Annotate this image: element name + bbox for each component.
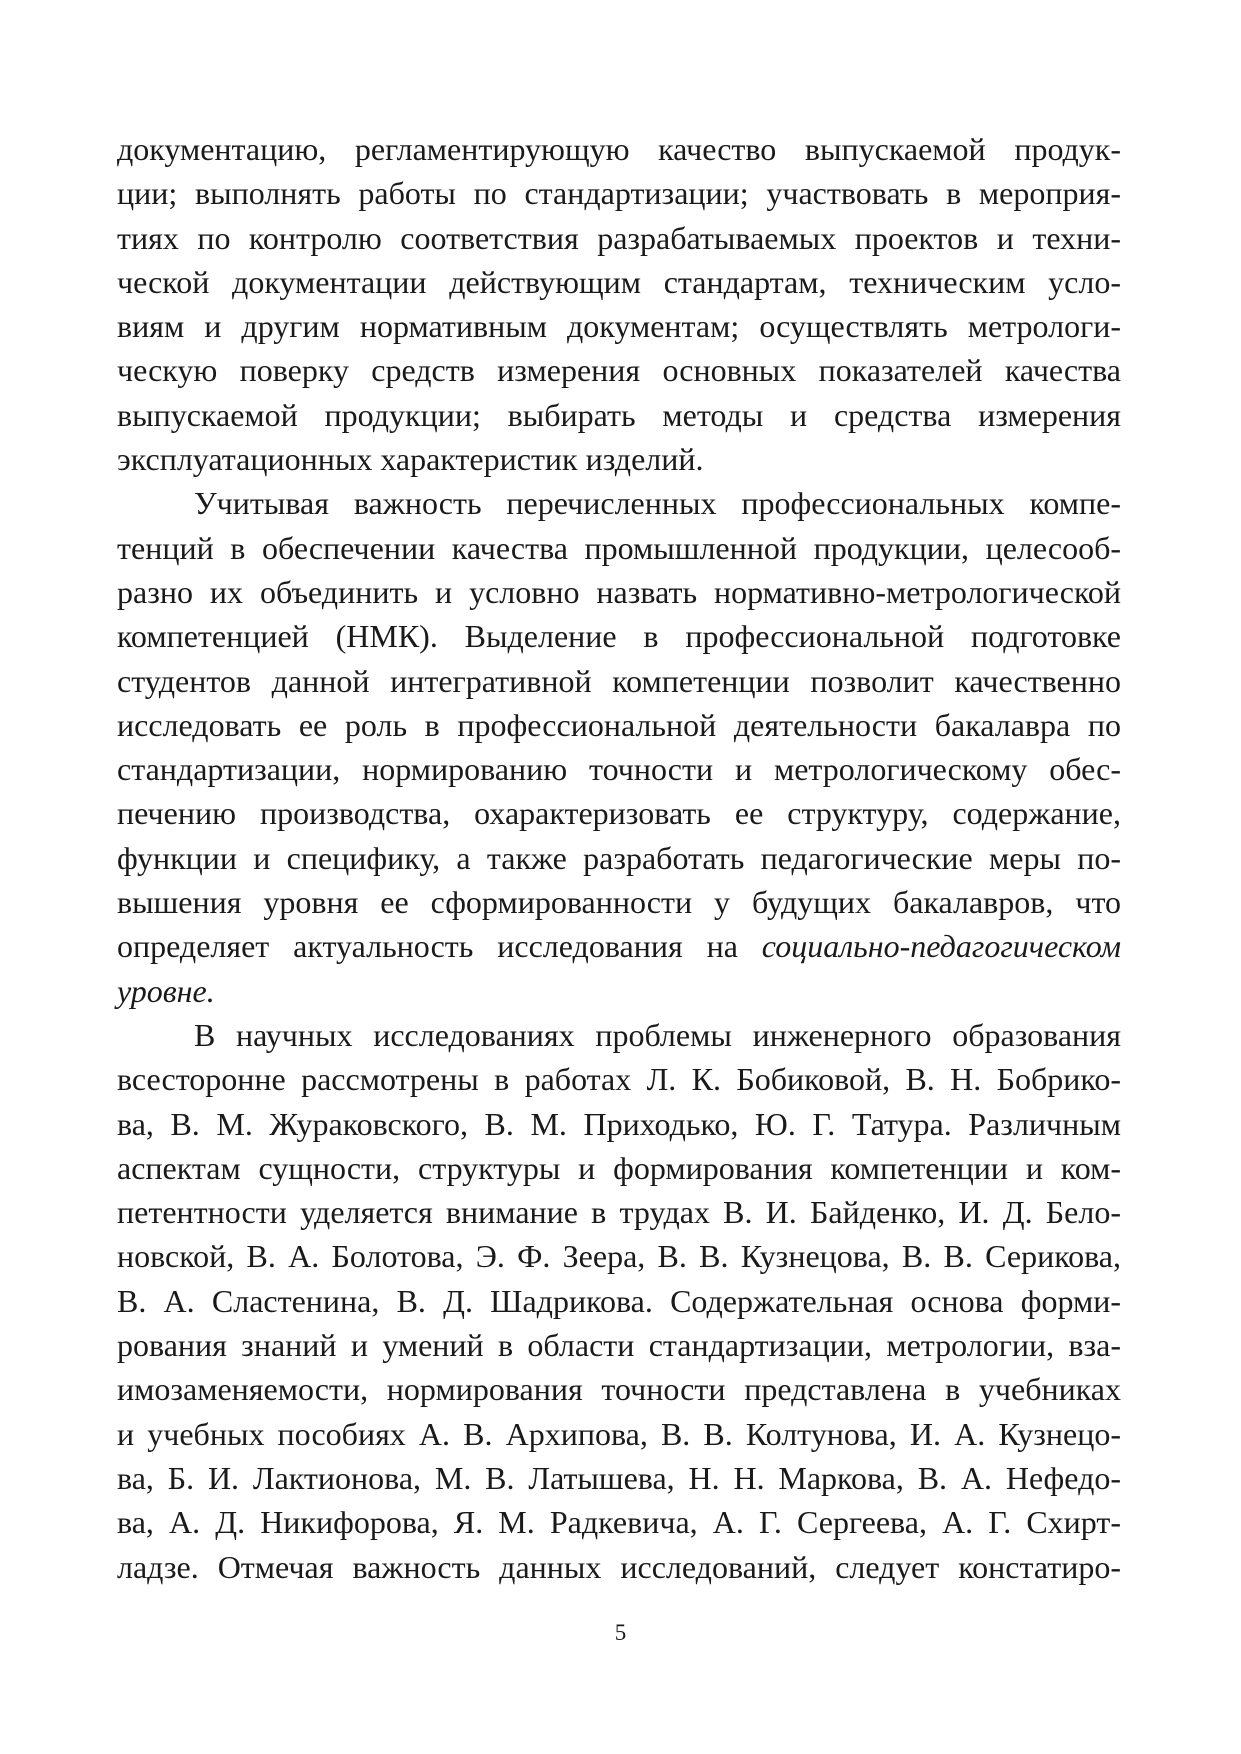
paragraph-3 bbox=[117, 1013, 1121, 1589]
text-line: ческую поверку средств измерения основных показателей качества bbox=[117, 352, 1121, 389]
page-number: 5 bbox=[614, 1620, 627, 1645]
text-line: ва, А. Д. Никифорова, Я. М. Радкевича, А. Г. Сергеева, А. Г. Схирт- bbox=[117, 1504, 1121, 1541]
emphasis-text: социально-педагогическом bbox=[761, 928, 1121, 965]
text-line: тенций в обеспечении качества промышленной продукции, целесооб- bbox=[117, 529, 1121, 566]
text-line: документацию, регламентирующую качество выпускаемой продук- bbox=[117, 131, 1121, 167]
text-line bbox=[117, 924, 1121, 968]
text-line: тиях по контролю соответствия разрабатываемых проектов и техни- bbox=[117, 219, 1121, 256]
paragraph-2 bbox=[117, 481, 1121, 1013]
text-line: В научных исследованиях проблемы инженерного образования bbox=[194, 1016, 1121, 1053]
text-line: компетенцией (НМК). Выделение в профессиональной подготовке bbox=[117, 618, 1121, 655]
text-line: Учитывая важность перечисленных профессиональных компе- bbox=[194, 485, 1121, 522]
text-line: выпускаемой продукции; выбирать методы и средства измерения bbox=[117, 396, 1121, 433]
text-line: ладзе. Отмечая важность данных исследований, следует констатиро- bbox=[117, 1548, 1121, 1585]
text-line: имозаменяемости, нормирования точности представлена в учебниках bbox=[117, 1371, 1121, 1408]
text-line: функции и специфику, а также разработать педагогические меры по- bbox=[117, 839, 1121, 876]
text-line: разно их объединить и условно назвать нормативно-метрологической bbox=[117, 573, 1121, 610]
text-line: новской, В. А. Болотова, Э. Ф. Зеера, В. В. Кузнецова, В. В. Серикова, bbox=[117, 1238, 1121, 1275]
text-line: виям и другим нормативным документам; осуществлять метрологи- bbox=[117, 308, 1121, 345]
text-line: петентности уделяется внимание в трудах В. И. Байденко, И. Д. Бело- bbox=[117, 1194, 1121, 1231]
text-line: рования знаний и умений в области стандартизации, метрологии, вза- bbox=[117, 1327, 1121, 1364]
text-line: ва, В. М. Жураковского, В. М. Приходько, Ю. Г. Татура. Различным bbox=[117, 1105, 1121, 1142]
emphasis-text: уровне. bbox=[117, 972, 215, 1009]
text-segment: определяет актуальность исследования на bbox=[117, 928, 762, 965]
text-line: исследовать ее роль в профессиональной деятельности бакалавра по bbox=[117, 706, 1121, 743]
text-line: стандартизации, нормированию точности и метрологическому обес- bbox=[117, 751, 1121, 788]
text-line: вышения уровня ее сформированности у будущих бакалавров, что bbox=[117, 884, 1121, 921]
text-line bbox=[117, 969, 1121, 1013]
document-body bbox=[117, 127, 1121, 1589]
text-line: В. А. Сластенина, В. Д. Шадрикова. Содержательная основа форми- bbox=[117, 1282, 1121, 1319]
paragraph-1 bbox=[117, 127, 1121, 481]
text-line: печению производства, охарактеризовать ее структуру, содержание, bbox=[117, 795, 1121, 832]
text-line: ции; выполнять работы по стандартизации; участвовать в мероприя- bbox=[117, 175, 1121, 212]
text-line: всесторонне рассмотрены в работах Л. К. Бобиковой, В. Н. Бобрико- bbox=[117, 1061, 1121, 1098]
text-line: студентов данной интегративной компетенции позволит качественно bbox=[117, 662, 1121, 699]
text-line: и учебных пособиях А. В. Архипова, В. В. Колтунова, И. А. Кузнецо- bbox=[117, 1415, 1121, 1452]
text-line: ческой документации действующим стандартам, техническим усло- bbox=[117, 263, 1121, 300]
text-line: аспектам сущности, структуры и формирования компетенции и ком- bbox=[117, 1149, 1121, 1186]
text-line: ва, Б. И. Лактионова, М. В. Латышева, Н. Н. Маркова, В. А. Нефедо- bbox=[117, 1459, 1121, 1496]
text-line: эксплуатационных характеристик изделий. bbox=[117, 441, 704, 478]
